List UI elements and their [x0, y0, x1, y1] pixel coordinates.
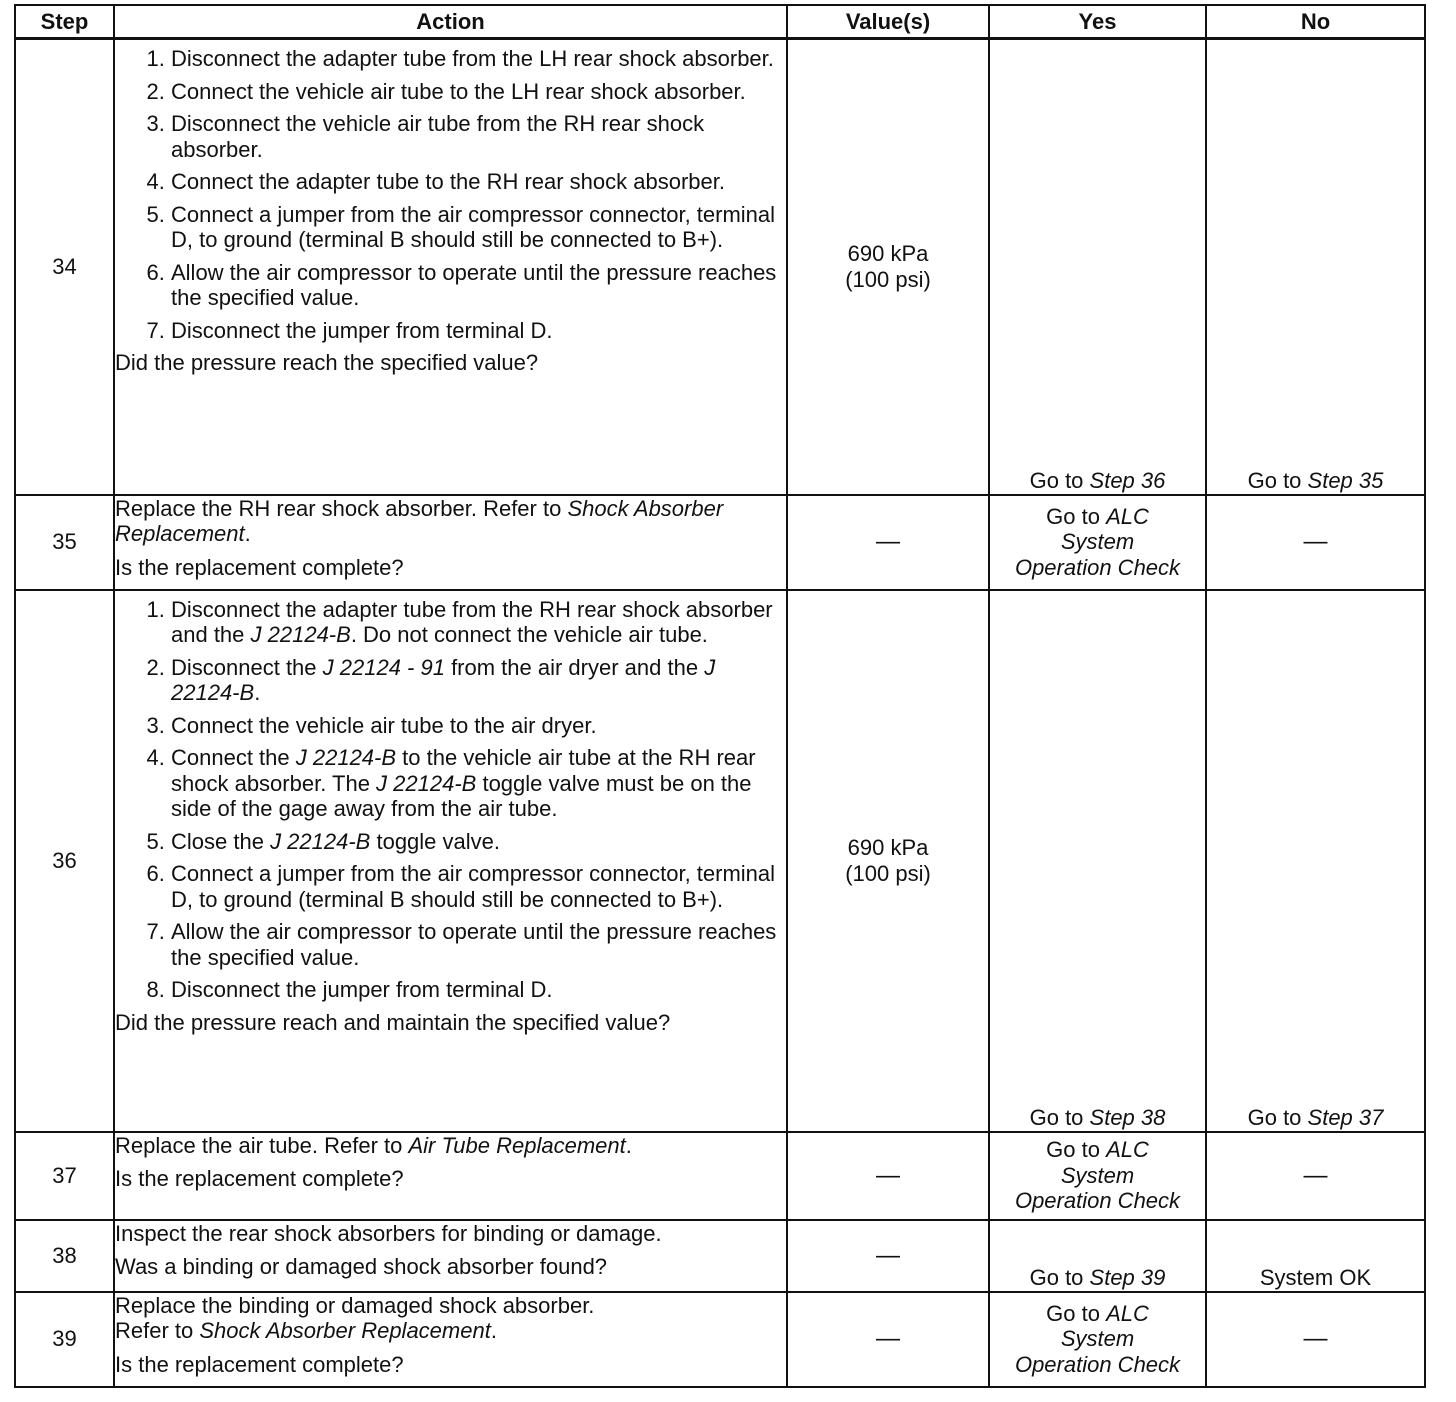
action-text-prefix: Refer to	[115, 1318, 200, 1343]
yes-cell	[989, 590, 1206, 1132]
step-number: 34	[15, 39, 114, 495]
no-link[interactable]: Step 35	[1307, 468, 1384, 493]
action-item: 8. Disconnect the jumper from terminal D.	[171, 977, 786, 1003]
table-header-row	[15, 5, 1425, 39]
action-item: 7. Disconnect the jumper from terminal D.	[171, 318, 786, 344]
no-cell	[1206, 590, 1425, 1132]
value-pressure-kpa: 690 kPa	[847, 241, 929, 267]
action-item: 3. Connect the vehicle air tube to the air dryer.	[171, 713, 786, 739]
step-number: 39	[15, 1292, 114, 1387]
no-prefix: Go to	[1247, 468, 1308, 493]
action-item: 5. Connect a jumper from the air compressor connector, terminal D, to ground (terminal B should still be connected to B+).	[171, 202, 786, 253]
value-pressure-kpa: 690 kPa	[847, 835, 929, 860]
action-item: 3. Disconnect the vehicle air tube from the RH rear shock absorber.	[171, 111, 786, 162]
action-list	[115, 597, 786, 1003]
no-cell	[1206, 39, 1425, 495]
tool-reference: J 22124-B	[270, 828, 371, 854]
yes-link[interactable]: Step 38	[1089, 1105, 1166, 1130]
yes-link[interactable]: Operation Check	[1014, 1351, 1181, 1377]
action-item: 6. Allow the air compressor to operate until the pressure reaches the specified value.	[171, 260, 786, 311]
yes-cell	[989, 495, 1206, 590]
action-question: Is the replacement complete?	[115, 1351, 404, 1377]
action-text-line	[115, 1318, 786, 1344]
yes-link[interactable]: System	[1060, 1162, 1135, 1188]
action-item: 1. Disconnect the adapter tube from the RH rear shock absorber and the J 22124-B. Do not connect the vehicle air tube.	[171, 597, 786, 648]
value-cell	[787, 495, 989, 590]
tool-reference: J 22124-B	[376, 770, 477, 796]
yes-cell	[989, 1220, 1206, 1292]
tool-reference: J 22124-B	[171, 654, 716, 705]
action-question: Did the pressure reach the specified value?	[115, 350, 539, 375]
action-cell	[114, 1292, 787, 1387]
action-cell	[114, 495, 787, 590]
action-text: Inspect the rear shock absorbers for binding or damage.	[115, 1220, 662, 1246]
action-list	[115, 46, 786, 343]
value-dash: —	[876, 528, 900, 556]
action-text-suffix: .	[244, 521, 251, 546]
value-pressure-psi: (100 psi)	[845, 266, 931, 292]
yes-link[interactable]: ALC	[1106, 1137, 1149, 1163]
yes-cell	[989, 1132, 1206, 1220]
no-dash: —	[1303, 1161, 1328, 1189]
yes-link[interactable]: Operation Check	[1014, 554, 1181, 580]
yes-prefix: Go to	[1046, 503, 1107, 529]
action-item: 4. Connect the J 22124-B to the vehicle air tube at the RH rear shock absorber. The J 22124-B toggle valve must be on the side of the gage away from the air tube.	[171, 745, 786, 822]
table-row-step-37	[15, 1132, 1425, 1220]
action-question: Is the replacement complete?	[115, 1166, 404, 1191]
table-row-step-36	[15, 590, 1425, 1132]
value-pressure-psi: (100 psi)	[845, 860, 931, 886]
no-dash: —	[1303, 1325, 1328, 1353]
yes-link[interactable]: System	[1060, 529, 1135, 555]
header-values: Value(s)	[787, 5, 989, 39]
tool-reference: J 22124-B	[250, 622, 351, 647]
reference-link[interactable]: Shock Absorber Replacement	[199, 1318, 491, 1343]
value-cell	[787, 39, 989, 495]
yes-prefix: Go to	[1029, 468, 1090, 493]
yes-link[interactable]: ALC	[1106, 1300, 1149, 1326]
value-dash: —	[876, 1161, 900, 1189]
table-row-step-34	[15, 39, 1425, 495]
value-cell	[787, 1132, 989, 1220]
value-cell	[787, 1292, 989, 1387]
action-item: 6. Connect a jumper from the air compressor connector, terminal D, to ground (terminal B should still be connected to B+).	[171, 861, 786, 912]
action-text-prefix: Replace the RH rear shock absorber. Refer to	[115, 495, 568, 521]
action-item: 5. Close the J 22124-B toggle valve.	[171, 829, 786, 855]
no-cell	[1206, 1220, 1425, 1292]
action-cell	[114, 590, 787, 1132]
action-item: 1. Disconnect the adapter tube from the LH rear shock absorber.	[171, 46, 786, 72]
yes-link[interactable]: Step 36	[1089, 468, 1166, 493]
tool-reference: J 22124 - 91	[322, 654, 445, 680]
table-row-step-38	[15, 1220, 1425, 1292]
value-dash: —	[876, 1241, 900, 1269]
header-step: Step	[15, 5, 114, 39]
no-prefix: Go to	[1247, 1105, 1308, 1130]
value-cell	[787, 1220, 989, 1292]
yes-link[interactable]: Operation Check	[1014, 1188, 1181, 1214]
action-text-line: Replace the binding or damaged shock absorber.	[115, 1292, 595, 1318]
action-item: 2. Connect the vehicle air tube to the LH rear shock absorber.	[171, 79, 786, 105]
no-result: System OK	[1259, 1265, 1372, 1290]
table-row-step-39	[15, 1292, 1425, 1387]
header-no: No	[1206, 5, 1425, 39]
action-item: 4. Connect the adapter tube to the RH rear shock absorber.	[171, 169, 786, 195]
no-cell	[1206, 1132, 1425, 1220]
diagnostic-document	[14, 4, 1424, 1388]
action-cell	[114, 39, 787, 495]
action-text-prefix: Replace the air tube. Refer to	[115, 1132, 409, 1158]
yes-link[interactable]: ALC	[1106, 503, 1149, 529]
value-dash: —	[876, 1325, 900, 1353]
yes-prefix: Go to	[1046, 1300, 1107, 1326]
tool-reference: J 22124-B	[295, 745, 397, 770]
reference-link[interactable]: Shock Absorber Replacement	[115, 495, 724, 546]
header-action: Action	[114, 5, 787, 39]
step-number: 35	[15, 495, 114, 590]
step-number: 37	[15, 1132, 114, 1220]
action-item: 2. Disconnect the J 22124 - 91 from the air dryer and the J 22124-B.	[171, 655, 786, 706]
action-question: Was a binding or damaged shock absorber found?	[115, 1254, 608, 1279]
yes-prefix: Go to	[1029, 1265, 1090, 1290]
action-text-suffix: .	[625, 1132, 632, 1158]
yes-prefix: Go to	[1029, 1105, 1090, 1130]
yes-cell	[989, 1292, 1206, 1387]
action-text	[115, 496, 786, 547]
yes-cell	[989, 39, 1206, 495]
diagnostic-table	[14, 4, 1426, 1388]
value-cell	[787, 590, 989, 1132]
action-cell	[114, 1132, 787, 1220]
header-yes: Yes	[989, 5, 1206, 39]
action-item: 7. Allow the air compressor to operate until the pressure reaches the specified value.	[171, 919, 786, 970]
action-text	[115, 1293, 786, 1344]
reference-link[interactable]: Air Tube Replacement	[408, 1132, 626, 1158]
step-number: 36	[15, 590, 114, 1132]
table-row-step-35	[15, 495, 1425, 590]
action-cell	[114, 1220, 787, 1292]
yes-prefix: Go to	[1046, 1137, 1107, 1163]
yes-link[interactable]: Step 39	[1089, 1265, 1166, 1290]
no-link[interactable]: Step 37	[1307, 1105, 1384, 1130]
step-number: 38	[15, 1220, 114, 1292]
no-cell	[1206, 1292, 1425, 1387]
no-dash: —	[1303, 528, 1328, 556]
action-question: Did the pressure reach and maintain the specified value?	[115, 1009, 671, 1035]
action-question: Is the replacement complete?	[115, 554, 404, 580]
no-cell	[1206, 495, 1425, 590]
action-text-suffix: .	[490, 1318, 497, 1343]
yes-link[interactable]: System	[1060, 1326, 1135, 1352]
action-text	[115, 1133, 786, 1159]
